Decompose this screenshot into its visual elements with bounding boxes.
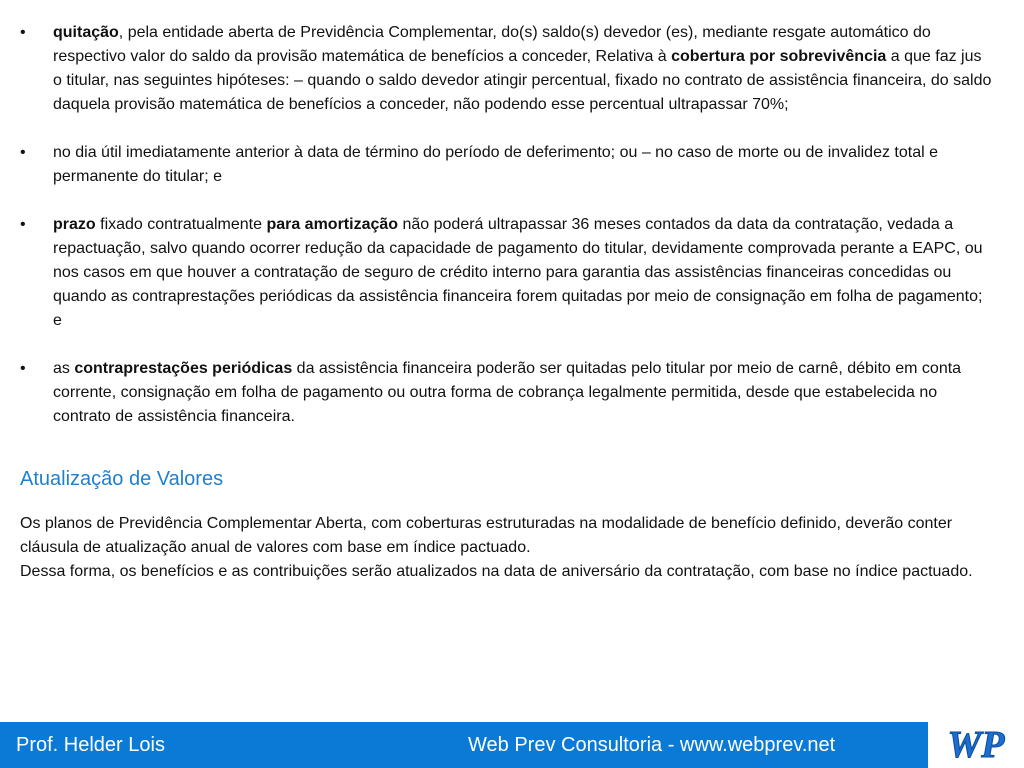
bullet-list [20,21,1000,429]
bullet-text-segment: contraprestações periódicas [74,360,293,377]
bullet-text-segment: fixado contratualmente [95,216,267,233]
bullet-text-segment: a que faz jus o titular, nas seguintes hipóteses: – quando o saldo devedor atingir percentual, fixado no contrato de assistência financeira, do saldo daquela provisão matemática de benefícios a conceder, não podendo esse percentual ultrapassar 70%; [53,48,992,113]
footer-bar [0,722,1024,768]
bullet-text-segment: para amortização [266,216,399,233]
bullet-text-segment: as [53,360,75,377]
bullet-item-dia-util [20,141,1000,189]
bullet-item-prazo [20,213,1000,333]
bullet-text-segment: cobertura por sobrevivência [671,48,887,65]
section-paragraph: Dessa forma, os benefícios e as contribuições serão atualizados na data de aniversário da contratação, com base no índice pactuado. [20,563,973,580]
bullet-item-quitacao [20,21,1000,117]
section-heading: Atualização de Valores [20,468,224,490]
footer-author: Prof. Helder Lois [16,734,165,756]
bullet-dot: • [20,216,26,233]
section-paragraph: Os planos de Previdência Complementar Aberta, com coberturas estruturadas na modalidade de benefício definido, deverão conter cláusula de atualização anual de valores com base em índice pactuado. [20,515,953,556]
bullet-text-segment: quitação [53,24,119,41]
section-body [20,512,1000,584]
webprev-logo [928,722,1024,768]
bullet-text-segment: não poderá ultrapassar 36 meses contados da data da contratação, vedada a repactuação, salvo quando ocorrer redução da capacidade de pagamento do titular, devidamente comprovada perante a EAPC, ou nos casos em que houver a contratação de seguro de crédito interno para garantia das assistências financeiras concedidas ou quando as contraprestações periódicas da assistência financeira forem quitadas por meio de consignação em folha de pagamento; e [53,216,983,329]
webprev-logo-graphic [928,722,1024,768]
logo-text: WP [947,724,1005,766]
bullet-text-segment: da assistência financeira poderão ser quitadas pelo titular por meio de carnê, débito em conta corrente, consignação em folha de pagamento ou outra forma de cobrança legalmente permitida, desde que estabelecida no contrato de assistência financeira. [53,360,962,425]
bullet-text-segment: prazo [53,216,96,233]
bullet-dot: • [20,144,26,161]
footer-site: Web Prev Consultoria - www.webprev.net [468,734,836,756]
bullet-item-contraprestacoes [20,357,1000,429]
bullet-text-segment: , pela entidade aberta de Previdência Complementar, do(s) saldo(s) devedor (es), mediante resgate automático do respectivo valor do saldo da provisão matemática de benefícios a conceder, Relativa à [53,24,931,65]
slide-content [20,21,1000,584]
bullet-text-segment: no dia útil imediatamente anterior à data de término do período de deferimento; ou – no caso de morte ou de invalidez total e permanente do titular; e [53,144,938,185]
bullet-dot: • [20,360,26,377]
bullet-dot: • [20,24,26,41]
